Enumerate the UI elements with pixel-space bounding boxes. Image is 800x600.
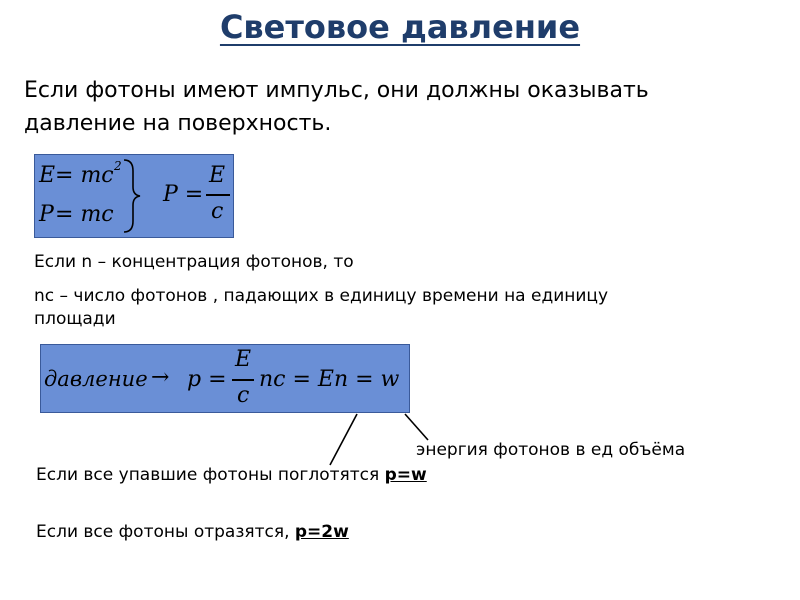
formula-word-pressure: давление: [44, 367, 148, 391]
formula-box-momentum: [34, 154, 234, 238]
annotation-energy-density: энергия фотонов в ед объёма: [416, 440, 686, 460]
formula-frac-num: E: [235, 347, 252, 372]
intro-paragraph: [24, 74, 794, 140]
fraction-bar-2: [232, 379, 254, 381]
formula-e-lhs: E: [39, 163, 56, 188]
formula-e-sup: 2: [114, 159, 122, 173]
formula-tail: nc = En = w: [259, 367, 400, 392]
intro-line-1: Если фотоны имеют импульс, они должны оказывать: [24, 78, 649, 103]
arrow-right-icon: →: [151, 365, 170, 390]
reflect-text: Если все фотоны отразятся,: [36, 522, 295, 542]
absorb-text: Если все упавшие фотоны поглотятся: [36, 465, 385, 485]
absorb-formula: p=w: [384, 465, 427, 485]
intro-line-2: давление на поверхность.: [24, 111, 332, 136]
slide-title: Световое давление: [219, 8, 581, 46]
curly-brace-icon: [121, 157, 143, 235]
formula-frac-den: c: [237, 383, 250, 408]
formula-p-eq: p =: [187, 367, 227, 392]
formula-p-lhs: P: [39, 202, 54, 227]
formula-result-num: E: [209, 163, 226, 188]
reflect-line: [36, 520, 349, 544]
formula-p-rhs: = mc: [55, 202, 114, 227]
flux-text-line-1: nc – число фотонов , падающих в единицу времени на единицу: [34, 286, 609, 306]
formula-box-pressure: [40, 344, 410, 413]
reflect-formula: p=2w: [294, 522, 349, 542]
formula-result-lhs: P =: [163, 182, 204, 207]
absorb-line: [36, 463, 427, 487]
formula-e-rhs: = mc: [55, 163, 114, 188]
concentration-text: Если n – концентрация фотонов, то: [34, 252, 354, 272]
fraction-bar: [206, 194, 230, 196]
flux-text-line-2: площади: [34, 309, 116, 329]
formula-result-den: c: [211, 199, 224, 224]
